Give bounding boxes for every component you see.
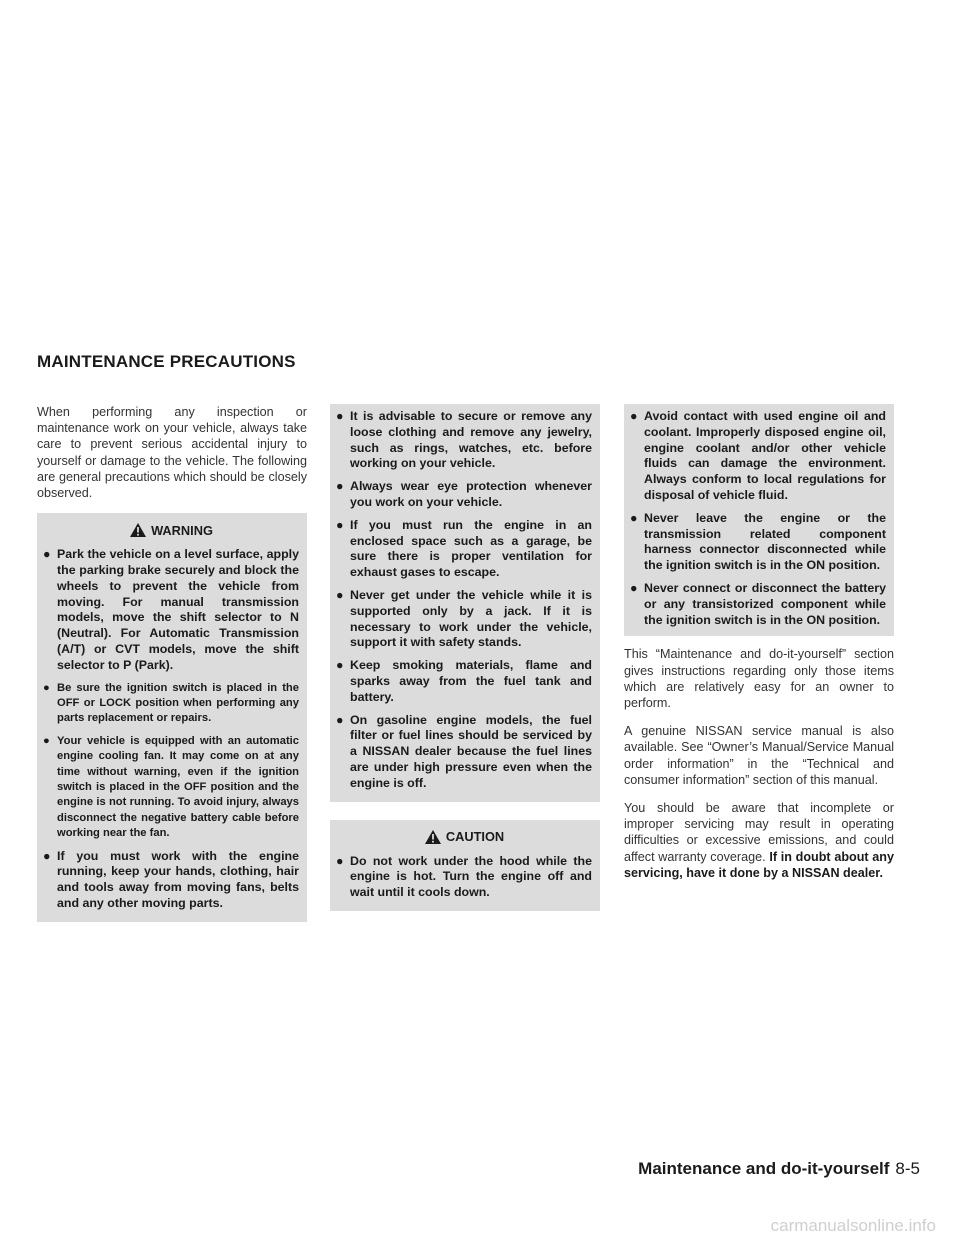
body-paragraph: This “Maintenance and do-it-yourself” section gives instructions regarding only those items which are relatively easy for an owner to perform. [624,647,894,710]
bullet: ● [630,510,638,525]
footer-section-title: Maintenance and do-it-yourself [638,1159,890,1178]
bullet: ● [43,681,50,694]
warning-item-text: If you must work with the engine running, keep your hands, clothing, hair and tools away from moving fans, belts and any other moving parts. [57,848,299,911]
caution-item [336,854,592,901]
warning-item-text: Your vehicle is equipped with an automatic engine cooling fan. It may come on at any time without warning, even if the ignition switch is placed in the OFF position and the engine is not running. To avoid injury, always disconnect the negative battery cable before working near the fan. [57,734,299,840]
closing-paragraph [624,800,894,881]
caution-title: CAUTION [445,829,505,845]
caution-item-text: Do not work under the hood while the engine is hot. Turn the engine off and wait until it cools down. [350,853,592,900]
page-number: 8-5 [895,1159,920,1178]
warning-item [43,547,299,673]
body-paragraph: A genuine NISSAN service manual is also available. See “Owner’s Manual/Service Manual order information” in the “Technical and consumer information” section of this manual. [624,724,894,787]
warning-item [336,588,592,651]
bullet: ● [43,848,51,863]
warning-item [336,658,592,705]
warning-item-text: Never get under the vehicle while it is supported only by a jack. If it is necessary to work under the vehicle, support it with safety stands. [350,587,592,650]
caution-item [630,581,886,628]
watermark: carmanualsonline.info [770,1216,936,1235]
caution-box-part-2 [624,404,894,636]
warning-item [43,681,299,727]
caution-item-text: Never leave the engine or the transmission related component harness connector disconnected while the ignition switch is in the ON position. [644,510,886,573]
caution-triangle-icon [424,829,442,845]
bullet: ● [43,547,51,562]
section-title: MAINTENANCE PRECAUTIONS [37,352,296,371]
caution-item-text: Never connect or disconnect the battery or any transistorized component while the ignition switch is in the ON position. [644,580,886,627]
bullet: ● [336,853,344,868]
column-2 [330,404,600,929]
bullet: ● [630,580,638,595]
warning-box-part-1 [37,513,307,922]
warning-item [336,479,592,511]
warning-title: WARNING [151,522,213,538]
caution-item [630,409,886,504]
warning-heading [43,519,299,541]
bullet: ● [43,734,50,747]
warning-item-text: It is advisable to secure or remove any loose clothing and remove any jewelry, such as rings, watches, etc. before working on your vehicle. [350,409,592,471]
intro-paragraph: When performing any inspection or maintenance work on your vehicle, always take care to prevent serious accidental injury to yourself or damage to the vehicle. The following are general precautions which should be closely observed. [37,405,307,501]
caution-item-text: Avoid contact with used engine oil and coolant. Improperly disposed engine oil, engine coolant and/or other vehicle fluids can damage the environment. Always conform to local regulations for disposal of vehicle fluid. [644,409,886,502]
bullet: ● [336,658,344,673]
bullet: ● [336,409,344,423]
closing-paragraph-text: You should be aware that incomplete or improper servicing may result in operating difficulties or excessive emissions, and could affect warranty coverage. [624,800,894,864]
warning-item [43,849,299,912]
warning-triangle-icon [129,522,147,538]
warning-item [336,713,592,792]
bullet: ● [336,712,344,727]
page-footer [638,1159,920,1179]
caution-heading [336,826,592,848]
warning-item-text: Always wear eye protection whenever you work on your vehicle. [350,479,592,509]
warning-item-text: If you must run the engine in an enclosed space such as a garage, be sure there is proper ventilation for exhaust gases to escape. [350,517,592,580]
closing-paragraph-emphasis: If in doubt about any servicing, have it done by a NISSAN dealer. [624,849,895,880]
warning-item [336,518,592,581]
bullet: ● [336,479,344,494]
bullet: ● [336,517,344,532]
warning-item-text: Park the vehicle on a level surface, apply the parking brake securely and block the wheels to prevent the vehicle from moving. For manual transmission models, move the shift selector to N (Neutral). For Automatic Transmission (A/T) or CVT models, move the shift selector to P (Park). [57,547,299,672]
warning-item [336,409,592,472]
column-3 [624,404,894,893]
warning-item-text: Keep smoking materials, flame and sparks away from the fuel tank and battery. [350,658,592,704]
warning-item [43,734,299,842]
caution-box-part-1 [330,820,600,911]
warning-box-part-2 [330,404,600,802]
warning-item-text: On gasoline engine models, the fuel filter or fuel lines should be serviced by a NISSAN dealer because the fuel lines are under high pressure even when the engine is off. [350,712,592,790]
warning-item-text: Be sure the ignition switch is placed in the OFF or LOCK position when performing any parts replacement or repairs. [57,681,299,725]
caution-item [630,511,886,574]
column-1 [37,404,307,940]
bullet: ● [630,409,638,423]
bullet: ● [336,587,344,602]
